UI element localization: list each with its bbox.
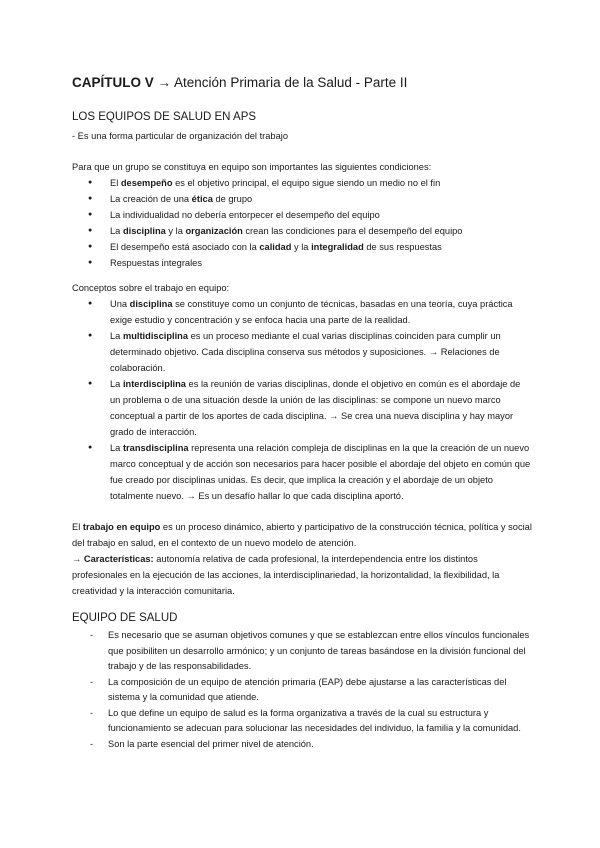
- list-item: ● El desempeño es el objetivo principal, el equipo sigue siendo un medio no el fin: [72, 175, 532, 191]
- teamwork-paragraph: El trabajo en equipo es un proceso dinámico, abierto y participativo de la construcción técnica, política y social del trabajo en salud, en el contexto de un nuevo modelo de atención. → Características: autonomía relativa de cada profesional, la interdependencia entre los distintos profesionales en la ejecución de las acciones, la interdisciplinariedad, la horizontalidad, la flexibilidad, la creatividad y la interacción comunitaria.: [72, 522, 532, 596]
- list-item: ● La individualidad no debería entorpecer el desempeño del equipo: [72, 207, 532, 223]
- list-item: - La composición de un equipo de atención primaria (EAP) debe ajustarse a las características del sistema y la comunidad que atiende.: [72, 675, 532, 706]
- concepts-intro: Conceptos sobre el trabajo en equipo:: [72, 283, 230, 293]
- concepts-list: [72, 296, 532, 504]
- section-subtitle: - Es una forma particular de organización del trabajo: [72, 131, 289, 141]
- list-item: ● La multidisciplina es un proceso mediante el cual varias disciplinas coinciden para cumplir un determinado objetivo. Cada disciplina conserva sus métodos y suposiciones. → Relaciones de colaboración.: [72, 328, 532, 376]
- section-heading-equipos-aps: LOS EQUIPOS DE SALUD EN APS: [72, 111, 257, 123]
- section-heading-equipo-salud: EQUIPO DE SALUD: [72, 612, 178, 624]
- list-item: ● La disciplina y la organización crean las condiciones para el desempeño del equipo: [72, 223, 532, 239]
- list-item: - Lo que define un equipo de salud es la forma organizativa a través de la cual su estructura y funcionamiento se adecuan para solucionar las necesidades del individuo, la familia y la comunidad.: [72, 706, 532, 737]
- list-item: ● La creación de una ética de grupo: [72, 191, 532, 207]
- equipo-list: [72, 628, 532, 752]
- list-item: - Son la parte esencial del primer nivel de atención.: [72, 737, 532, 753]
- chapter-name: Atención Primaria de la Salud - Parte II: [174, 75, 408, 90]
- list-item: ● La interdisciplina es la reunión de varias disciplinas, donde el objetivo en común es el abordaje de un problema o de una situación desde la unión de las disciplinas: se compone un nuevo marco conceptual a partir de los aportes de cada disciplina. → Se crea una nueva disciplina y hay mayor grado de interacción.: [72, 376, 532, 440]
- conditions-list: [72, 175, 532, 271]
- list-item: ● Respuestas integrales: [72, 255, 532, 271]
- list-item: - Es necesario que se asuman objetivos comunes y que se establezcan entre ellos vínculos funcionales que posibiliten un desarrollo armónico; y un conjunto de tareas basándose en la división funcional del trabajo y de las responsabilidades.: [72, 628, 532, 675]
- list-item: ● Una disciplina se constituye como un conjunto de técnicas, basadas en una teoría, cuya práctica exige estudio y concentración y se enfoca hacia una parte de la realidad.: [72, 296, 532, 328]
- list-item: ● La transdisciplina representa una relación compleja de disciplinas en la que la creación de un nuevo marco conceptual y de acción son necesarios para hacer posible el abordaje del objeto en común que fue creado por disciplinas unidas. Es decir, que implica la creación y el abordaje de un objeto totalmente nuevo. → Es un desafío hallar lo que cada disciplina aportó.: [72, 440, 532, 504]
- title-arrow: →: [153, 75, 175, 90]
- chapter-title: [72, 75, 532, 90]
- list-item: ● El desempeño está asociado con la calidad y la integralidad de sus respuestas: [72, 239, 532, 255]
- conditions-intro: Para que un grupo se constituya en equipo son importantes las siguientes condiciones:: [72, 162, 432, 172]
- chapter-label: CAPÍTULO V: [72, 75, 154, 90]
